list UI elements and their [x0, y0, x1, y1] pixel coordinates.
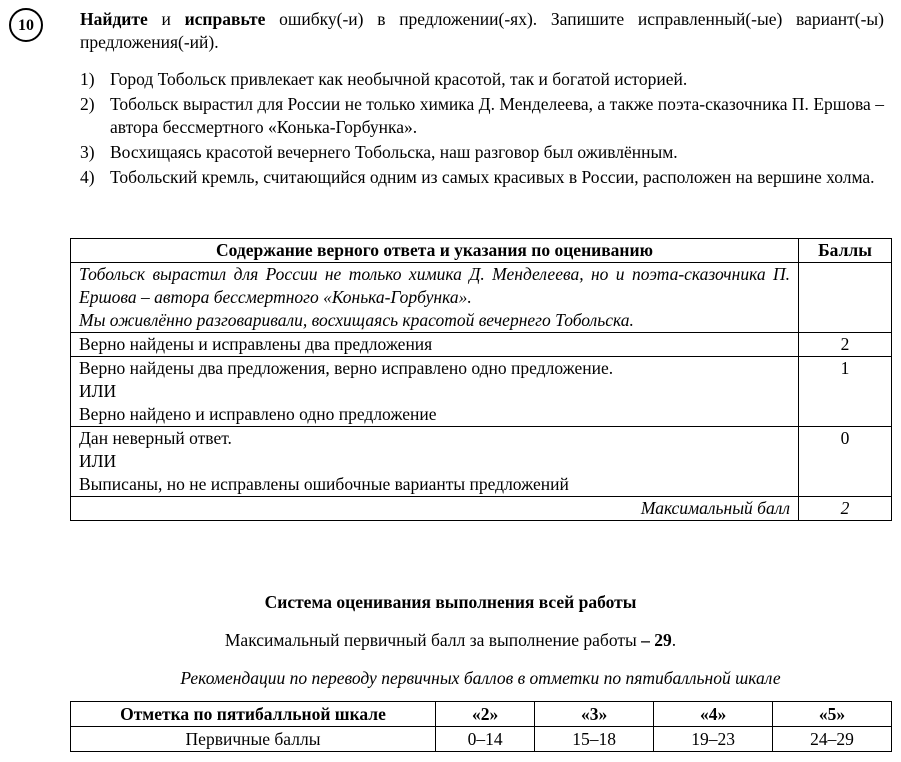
- correct-answer-row: [71, 263, 892, 333]
- criterion-line: Верно найдено и исправлено одно предложение: [79, 404, 437, 424]
- criterion-line: ИЛИ: [79, 451, 117, 471]
- sentence-number: 4): [80, 167, 95, 187]
- grade-scale-table: [70, 701, 892, 752]
- score-range: 0–14: [436, 727, 535, 752]
- correct-answer-cell: [71, 263, 799, 333]
- scale-values-row: [71, 727, 892, 752]
- score-range: 15–18: [535, 727, 654, 752]
- task-rest: ошибку(-и) в предложении(-ях). Запишите исправленный(-ые) вариант(-ы) предложения(-ий).: [80, 9, 884, 52]
- sentence-number: 2): [80, 94, 95, 114]
- table-header-row: [71, 239, 892, 263]
- sentence-item: [80, 68, 884, 91]
- sentence-list: [80, 68, 884, 191]
- table-row: [71, 427, 892, 497]
- criterion-cell: [71, 357, 799, 427]
- task-instruction: [80, 8, 884, 54]
- recommendation-caption: Рекомендации по переводу первичных баллов в отметки по пятибалльной шкале: [180, 668, 781, 688]
- points-cell: 0: [799, 427, 892, 497]
- system-title: Система оценивания выполнения всей работы: [264, 592, 637, 612]
- sentence-text: Восхищаясь красотой вечернего Тобольска, наш разговор был оживлённым.: [110, 142, 678, 162]
- sentence-text: Тобольский кремль, считающийся одним из самых красивых в России, расположен на вершине холма.: [110, 167, 875, 187]
- grade-header: «3»: [535, 702, 654, 727]
- scale-header-label: Отметка по пятибалльной шкале: [71, 702, 436, 727]
- grade-header: «5»: [773, 702, 892, 727]
- criterion-cell: [71, 333, 799, 357]
- system-max-score: [0, 630, 901, 651]
- points-cell: 1: [799, 357, 892, 427]
- task-conj: и: [147, 9, 185, 29]
- max-score-period: .: [671, 630, 677, 650]
- grade-header: «2»: [436, 702, 535, 727]
- correct-line: Тобольск вырастил для России не только химика Д. Менделеева, но и поэта-сказочника П. Ершова – автора бессмертного «Конька-Горбунка».: [79, 264, 790, 307]
- criterion-line: ИЛИ: [79, 381, 117, 401]
- question-number-badge: 10: [9, 8, 43, 42]
- sentence-item: [80, 141, 884, 164]
- criterion-line: Верно найдены и исправлены два предложения: [79, 334, 433, 354]
- max-score-row: [71, 497, 892, 521]
- max-score-value: 2: [799, 497, 892, 521]
- score-range: 19–23: [654, 727, 773, 752]
- answer-criteria-table: [70, 238, 892, 521]
- points-cell: 2: [799, 333, 892, 357]
- criterion-line: Верно найдены два предложения, верно исправлено одно предложение.: [79, 358, 614, 378]
- criterion-line: Выписаны, но не исправлены ошибочные варианты предложений: [79, 474, 569, 494]
- empty-points-cell: [799, 263, 892, 333]
- table-row: [71, 357, 892, 427]
- score-range: 24–29: [773, 727, 892, 752]
- scale-header-row: [71, 702, 892, 727]
- header-points: Баллы: [799, 239, 892, 263]
- sentence-number: 3): [80, 142, 95, 162]
- max-score-text: Максимальный первичный балл за выполнение работы: [224, 630, 637, 650]
- correct-line: Мы оживлённо разговаривали, восхищаясь красотой вечернего Тобольска.: [79, 310, 634, 330]
- grade-header: «4»: [654, 702, 773, 727]
- max-score-label: Максимальный балл: [71, 497, 799, 521]
- scale-row-label: Первичные баллы: [71, 727, 436, 752]
- criterion-cell: [71, 427, 799, 497]
- task-verb-find: Найдите: [80, 9, 148, 29]
- sentence-item: [80, 166, 884, 189]
- max-score-number: 29: [654, 630, 672, 650]
- table-row: [71, 333, 892, 357]
- sentence-text: Город Тобольск привлекает как необычной красотой, так и богатой историей.: [110, 69, 688, 89]
- max-score-dash: –: [636, 630, 655, 650]
- sentence-text: Тобольск вырастил для России не только химика Д. Менделеева, а также поэта-сказочника П. Ершова – автора бессмертного «Конька-Горбунка».: [110, 94, 884, 137]
- criterion-line: Дан неверный ответ.: [79, 428, 232, 448]
- header-content: Содержание верного ответа и указания по оцениванию: [71, 239, 799, 263]
- sentence-number: 1): [80, 69, 95, 89]
- task-verb-fix: исправьте: [184, 9, 266, 29]
- sentence-item: [80, 93, 884, 139]
